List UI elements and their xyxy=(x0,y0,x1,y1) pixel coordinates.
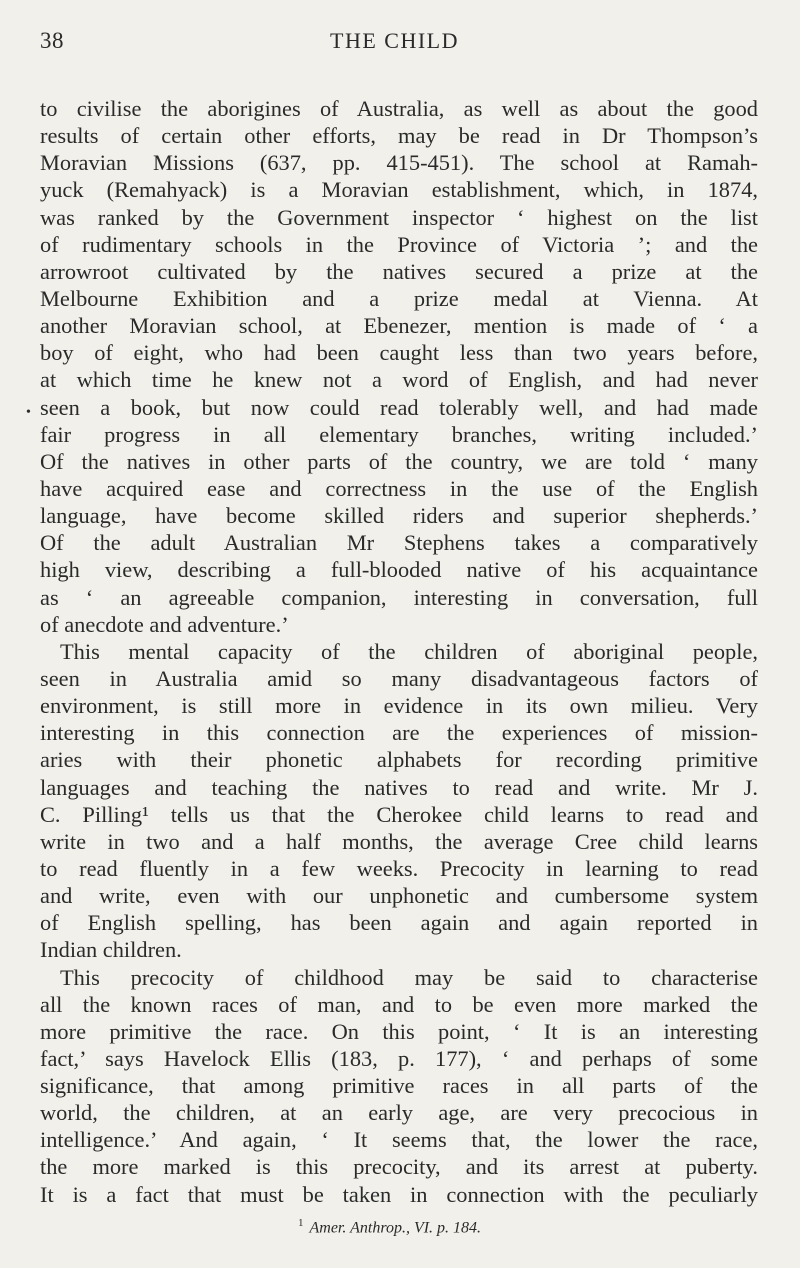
text-line: was ranked by the Government inspector ‘ highest on the list xyxy=(40,204,758,230)
text-line: Indian children. xyxy=(40,937,182,963)
margin-dot-mark: • xyxy=(26,405,31,420)
text-line: languages and teaching the natives to read and write. Mr J. xyxy=(40,774,758,800)
text-line: world, the children, at an early age, are very precocious in xyxy=(40,1100,758,1126)
text-line: seen a book, but now could read tolerably well, and had made xyxy=(40,394,758,420)
text-line: significance, that among primitive races in all parts of the xyxy=(40,1073,758,1099)
text-line: of rudimentary schools in the Province of Victoria ’; and the xyxy=(40,231,758,257)
footnote-marker: 1 xyxy=(298,1217,304,1229)
text-line: yuck (Remahyack) is a Moravian establishment, which, in 1874, xyxy=(40,177,758,203)
paragraph-start-line: This precocity of childhood may be said to characterise xyxy=(60,964,758,990)
text-line: more primitive the race. On this point, ‘ It is an interesting xyxy=(40,1018,758,1044)
footnote-text: Amer. Anthrop., VI. p. 184. xyxy=(309,1219,482,1237)
text-line: have acquired ease and correctness in the use of the English xyxy=(40,475,758,501)
text-line: results of certain other efforts, may be read in Dr Thompson’s xyxy=(40,123,758,149)
text-line: environment, is still more in evidence in its own milieu. Very xyxy=(40,693,758,719)
text-line: to civilise the aborigines of Australia, as well as about the good xyxy=(40,96,758,121)
running-head xyxy=(0,0,800,60)
text-line: to read fluently in a few weeks. Precocity in learning to read xyxy=(40,855,758,881)
text-line: all the known races of man, and to be even more marked the xyxy=(40,991,758,1017)
text-line: Of the adult Australian Mr Stephens takes a comparatively xyxy=(40,530,758,556)
text-line: another Moravian school, at Ebenezer, mention is made of ‘ a xyxy=(40,313,758,339)
running-title: THE CHILD xyxy=(330,28,459,53)
text-line: fair progress in all elementary branches, writing included.’ xyxy=(40,421,758,447)
page-number: 38 xyxy=(40,28,64,53)
text-line: at which time he knew not a word of English, and had never xyxy=(40,367,758,393)
text-line: Moravian Missions (637, pp. 415-451). The school at Ramah- xyxy=(40,150,758,176)
text-line: Of the natives in other parts of the country, we are told ‘ many xyxy=(40,448,758,474)
paragraph-start-line: This mental capacity of the children of aboriginal people, xyxy=(60,638,758,664)
text-line: Melbourne Exhibition and a prize medal at Vienna. At xyxy=(40,285,758,311)
body-text xyxy=(40,95,758,1208)
text-line: fact,’ says Havelock Ellis (183, p. 177), ‘ and perhaps of some xyxy=(40,1045,758,1071)
text-line: aries with their phonetic alphabets for recording primitive xyxy=(40,747,758,773)
text-line: arrowroot cultivated by the natives secured a prize at the xyxy=(40,258,758,284)
text-line: of anecdote and adventure.’ xyxy=(40,611,289,637)
text-line: language, have become skilled riders and superior shepherds.’ xyxy=(40,503,758,529)
text-line: interesting in this connection are the experiences of mission- xyxy=(40,720,758,746)
text-line: boy of eight, who had been caught less than two years before, xyxy=(40,340,758,366)
footnote xyxy=(298,1213,481,1238)
text-line: high view, describing a full-blooded native of his acquaintance xyxy=(40,557,758,583)
text-line: intelligence.’ And again, ‘ It seems that, the lower the race, xyxy=(40,1127,758,1153)
text-line: It is a fact that must be taken in connection with the peculiarly xyxy=(40,1181,758,1207)
text-line: as ‘ an agreeable companion, interesting in conversation, full xyxy=(40,584,758,610)
text-line: C. Pilling¹ tells us that the Cherokee child learns to read and xyxy=(40,801,758,827)
text-line: seen in Australia amid so many disadvantageous factors of xyxy=(40,665,758,691)
text-line: and write, even with our unphonetic and cumbersome system xyxy=(40,883,758,909)
text-line: of English spelling, has been again and again reported in xyxy=(40,910,758,936)
text-line: write in two and a half months, the average Cree child learns xyxy=(40,828,758,854)
text-line: the more marked is this precocity, and its arrest at puberty. xyxy=(40,1154,758,1180)
